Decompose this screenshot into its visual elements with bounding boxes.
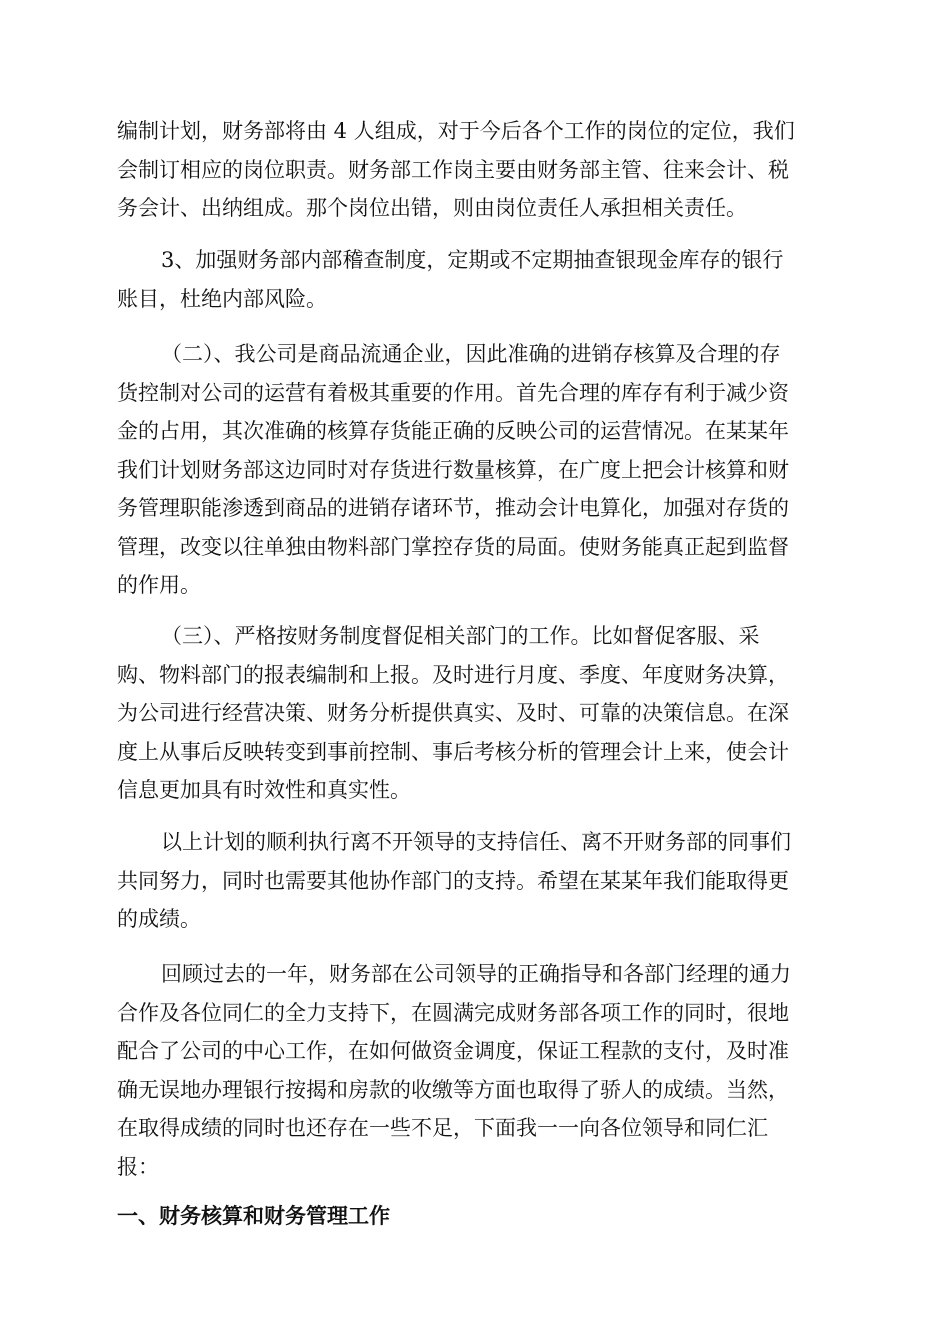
text-line: 确无误地办理银行按揭和房款的收缴等方面也取得了骄人的成绩。当然，: [117, 1077, 789, 1102]
text-line: 的成绩。: [117, 907, 201, 931]
text-line: 金的占用，其次准确的核算存货能正确的反映公司的运营情况。在某某年: [117, 419, 789, 443]
text-line: 务会计、出纳组成。那个岗位出错，则由岗位责任人承担相关责任。: [117, 196, 747, 220]
paragraph-inventory-control: [117, 335, 833, 605]
text-line: 管理，改变以往单独由物料部门掌控存货的局面。使财务能真正起到监督: [117, 534, 789, 559]
text-line: 务管理职能渗透到商品的进销存诸环节，推动会计电算化，加强对存货的: [117, 496, 789, 520]
text-line: （三）、严格按财务制度督促相关部门的工作。比如督促客服、采: [161, 624, 760, 648]
text-line: 配合了公司的中心工作，在如何做资金调度，保证工程款的支付，及时准: [117, 1039, 789, 1063]
text-line: 3、加强财务部内部稽查制度，定期或不定期抽查银现金库存的银行: [161, 248, 784, 272]
text-line: 会制订相应的岗位职责。财务部工作岗主要由财务部主管、往来会计、税: [117, 157, 789, 182]
paragraph-staffing-plan: [117, 112, 833, 228]
text-line: 购、物料部门的报表编制和上报。及时进行月度、季度、年度财务决算，: [117, 662, 789, 687]
section-heading: 一、财务核算和财务管理工作: [117, 1203, 390, 1228]
text-line: 的作用。: [117, 573, 201, 597]
text-line: 在取得成绩的同时也还存在一些不足，下面我一一向各位领导和同仁汇: [117, 1116, 768, 1140]
text-line: （二）、我公司是商品流通企业，因此准确的进销存核算及合理的存: [161, 342, 781, 366]
text-line: 报：: [117, 1154, 159, 1179]
paragraph-financial-supervision: [117, 617, 833, 810]
text-line: 为公司进行经营决策、财务分析提供真实、及时、可靠的决策信息。在深: [117, 701, 789, 725]
text-line: 共同努力，同时也需要其他协作部门的支持。希望在某某年我们能取得更: [117, 868, 789, 893]
text-line: 信息更加具有时效性和真实性。: [117, 778, 411, 802]
text-line: 回顾过去的一年，财务部在公司领导的正确指导和各部门经理的通力: [161, 962, 791, 986]
text-line: 货控制对公司的运营有着极其重要的作用。首先合理的库存有利于减少资: [117, 380, 789, 405]
text-line: 以上计划的顺利执行离不开领导的支持信任、离不开财务部的同事们: [161, 830, 791, 854]
text-line: 编制计划，财务部将由 4 人组成，对于今后各个工作的岗位的定位，我们: [117, 119, 795, 143]
text-line: 度上从事后反映转变到事前控制、事后考核分析的管理会计上来，使会计: [117, 739, 789, 764]
paragraph-annual-review: [117, 955, 833, 1186]
paragraph-internal-audit: [117, 241, 833, 318]
text-line: 合作及各位同仁的全力支持下，在圆满完成财务部各项工作的同时，很地: [117, 1000, 789, 1025]
paragraph-plan-execution: [117, 823, 833, 939]
text-line: 我们计划财务部这边同时对存货进行数量核算，在广度上把会计核算和财: [117, 457, 789, 482]
text-line: 账目，杜绝内部风险。: [117, 286, 327, 311]
